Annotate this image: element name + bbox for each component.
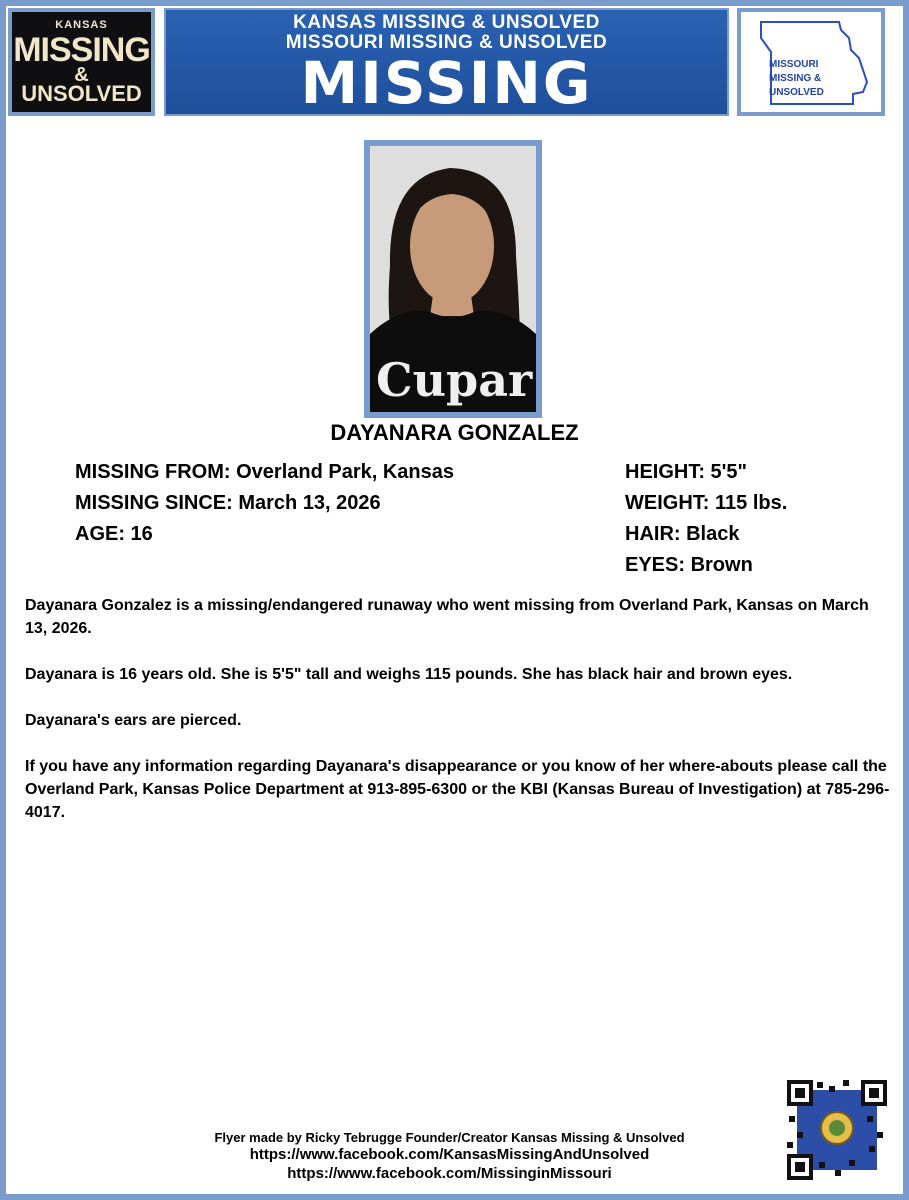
age: AGE: 16 bbox=[75, 523, 153, 545]
logo-missing-text: MISSING bbox=[13, 30, 150, 69]
header-banner bbox=[164, 8, 729, 116]
photo-frame bbox=[364, 140, 542, 418]
banner-line-kansas: KANSAS MISSING & UNSOLVED bbox=[293, 12, 600, 33]
shirt-print-text: Cupar bbox=[376, 353, 533, 407]
flyer-credit: Flyer made by Ricky Tebrugge Founder/Creator Kansas Missing & Unsolved bbox=[214, 1130, 685, 1145]
logo-amp-text: & bbox=[74, 63, 89, 86]
missing-person-name: DAYANARA GONZALEZ bbox=[330, 420, 579, 445]
kansas-missing-unsolved-logo bbox=[8, 8, 155, 116]
banner-missing-title: MISSING bbox=[300, 49, 593, 117]
logo-unsolved-text: UNSOLVED bbox=[21, 80, 142, 106]
missing-since: MISSING SINCE: March 13, 2026 bbox=[75, 492, 381, 514]
facebook-link-missouri[interactable]: https://www.facebook.com/MissinginMissouri bbox=[287, 1165, 612, 1182]
eyes: EYES: Brown bbox=[625, 554, 753, 576]
mo-logo-line2: MISSING & bbox=[769, 73, 822, 84]
height: HEIGHT: 5'5" bbox=[625, 461, 748, 483]
description-paragraph: Dayanara Gonzalez is a missing/endangered runaway who went missing from Overland Park, Kansas on March 13, 2026. bbox=[25, 597, 869, 637]
details-right bbox=[625, 457, 787, 581]
weight: WEIGHT: 115 lbs. bbox=[625, 492, 788, 514]
description-paragraph: If you have any information regarding Dayanara's disappearance or you know of her where-abouts please call the Overland Park, Kansas Police Department at 913-895-6300 or the KBI (Kansas Bureau of Investigation) at 785-296-4017. bbox=[25, 758, 890, 821]
banner-line-missouri: MISSOURI MISSING & UNSOLVED bbox=[285, 32, 608, 53]
facebook-link-kansas[interactable]: https://www.facebook.com/KansasMissingAndUnsolved bbox=[249, 1146, 650, 1163]
description-paragraph: Dayanara is 16 years old. She is 5'5" tall and weighs 115 pounds. She has black hair and brown eyes. bbox=[25, 666, 793, 683]
footer bbox=[0, 1130, 909, 1183]
mo-logo-line1: MISSOURI bbox=[769, 59, 819, 70]
missing-person-photo bbox=[370, 146, 536, 412]
mo-logo-line3: UNSOLVED bbox=[769, 87, 824, 98]
logo-kansas-text: KANSAS bbox=[55, 18, 108, 31]
details-left bbox=[75, 457, 454, 550]
description-paragraph: Dayanara's ears are pierced. bbox=[25, 712, 242, 729]
qr-code[interactable] bbox=[783, 1076, 891, 1184]
description bbox=[25, 594, 895, 847]
missouri-missing-unsolved-logo bbox=[737, 8, 885, 116]
hair: HAIR: Black bbox=[625, 523, 740, 545]
missing-from: MISSING FROM: Overland Park, Kansas bbox=[75, 461, 454, 483]
